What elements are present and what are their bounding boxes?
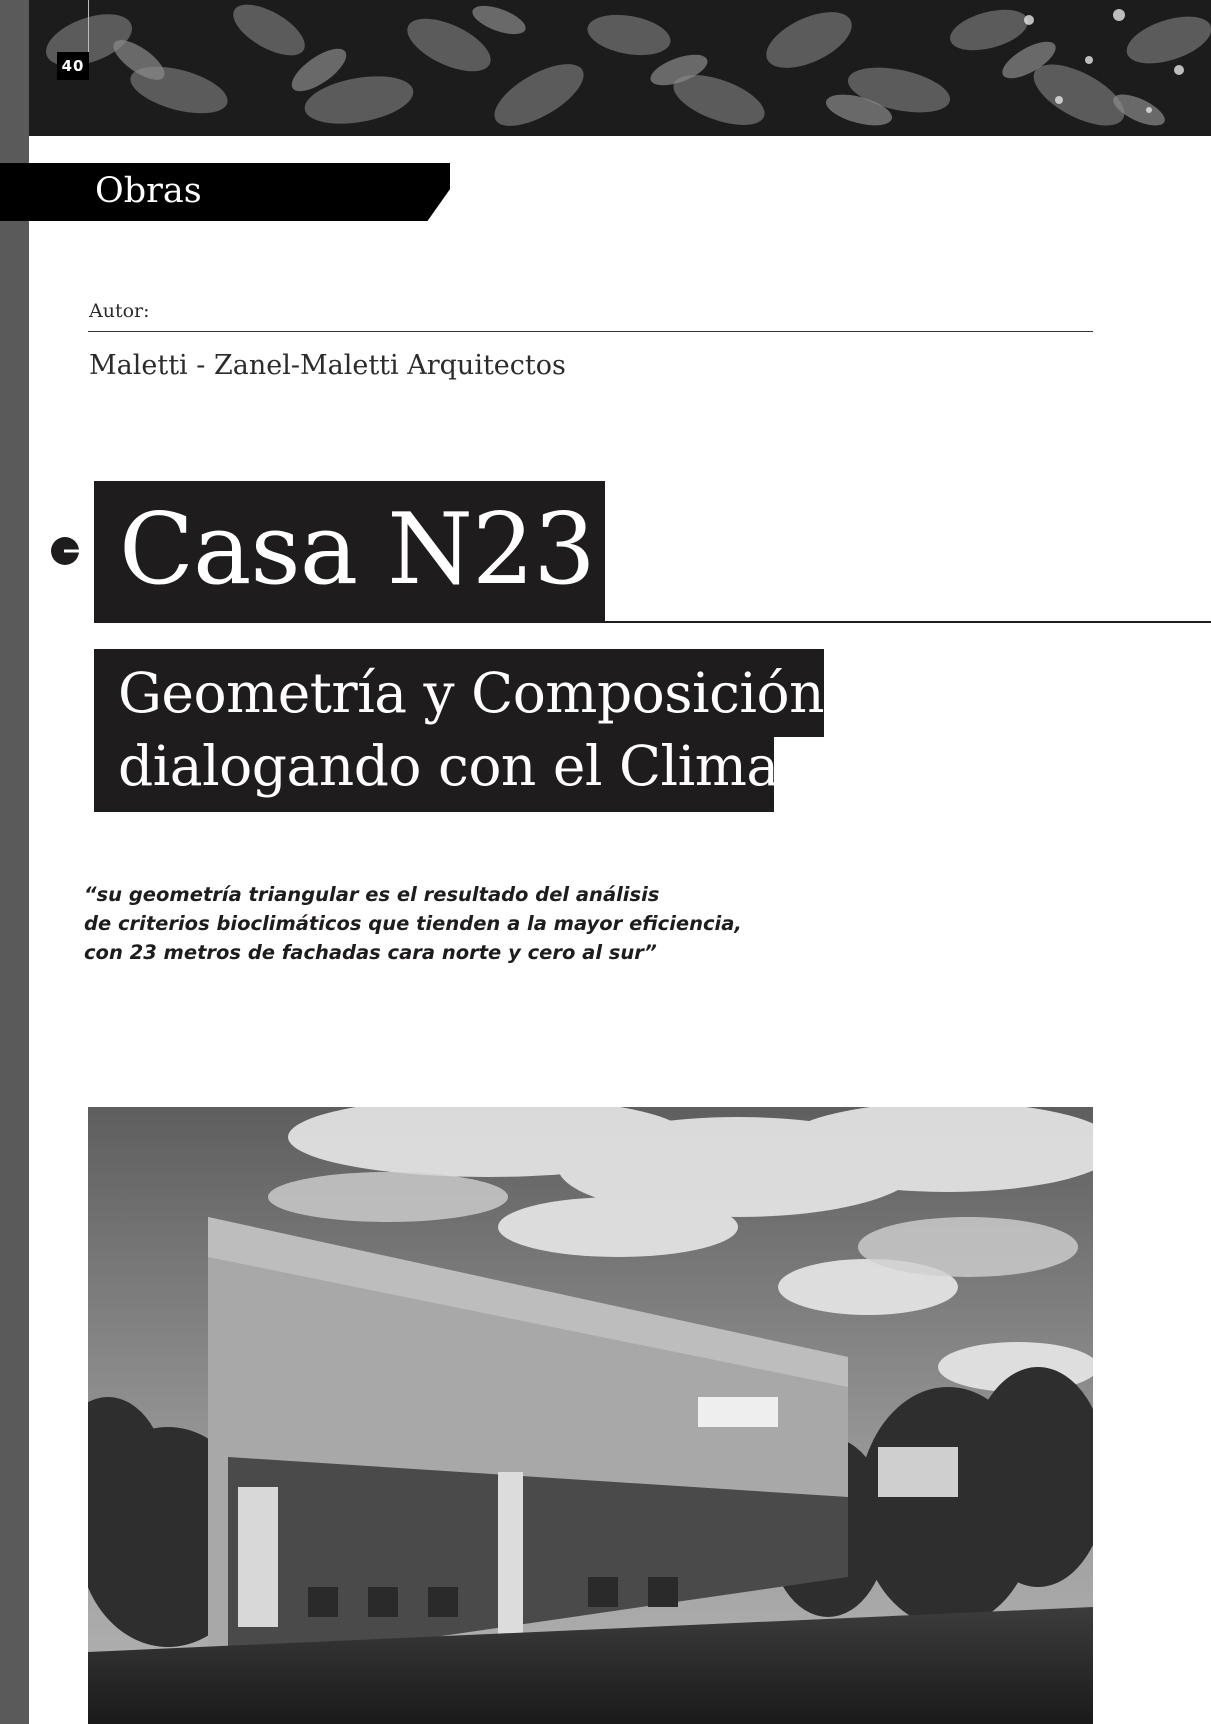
author-divider: [88, 331, 1093, 332]
author-name: Maletti - Zanel-Maletti Arquitectos: [89, 350, 566, 381]
pull-quote: [84, 880, 742, 967]
subtitle-line2: dialogando con el Clima: [118, 734, 779, 798]
left-margin-bar: [0, 0, 29, 1724]
section-tab: [0, 163, 450, 221]
page-number-badge: [57, 52, 89, 80]
house-exterior-photo: [88, 1107, 1093, 1724]
page-number-divider: [88, 0, 89, 52]
subtitle-line1: Geometría y Composición: [118, 661, 825, 725]
title-rule: [605, 621, 1211, 623]
header-foliage-photo: [29, 0, 1211, 136]
half-circle-bullet-icon: [50, 536, 82, 566]
page-number: 40: [61, 57, 85, 75]
quote-line1: “su geometría triangular es el resultado del análisis: [84, 883, 660, 906]
quote-line2: de criterios bioclimáticos que tienden a la mayor eficiencia,: [84, 912, 742, 935]
author-label: Autor:: [89, 300, 150, 322]
quote-line3: con 23 metros de fachadas cara norte y cero al sur”: [84, 941, 657, 964]
section-label: Obras: [95, 171, 202, 211]
article-title: Casa N23: [119, 493, 595, 607]
